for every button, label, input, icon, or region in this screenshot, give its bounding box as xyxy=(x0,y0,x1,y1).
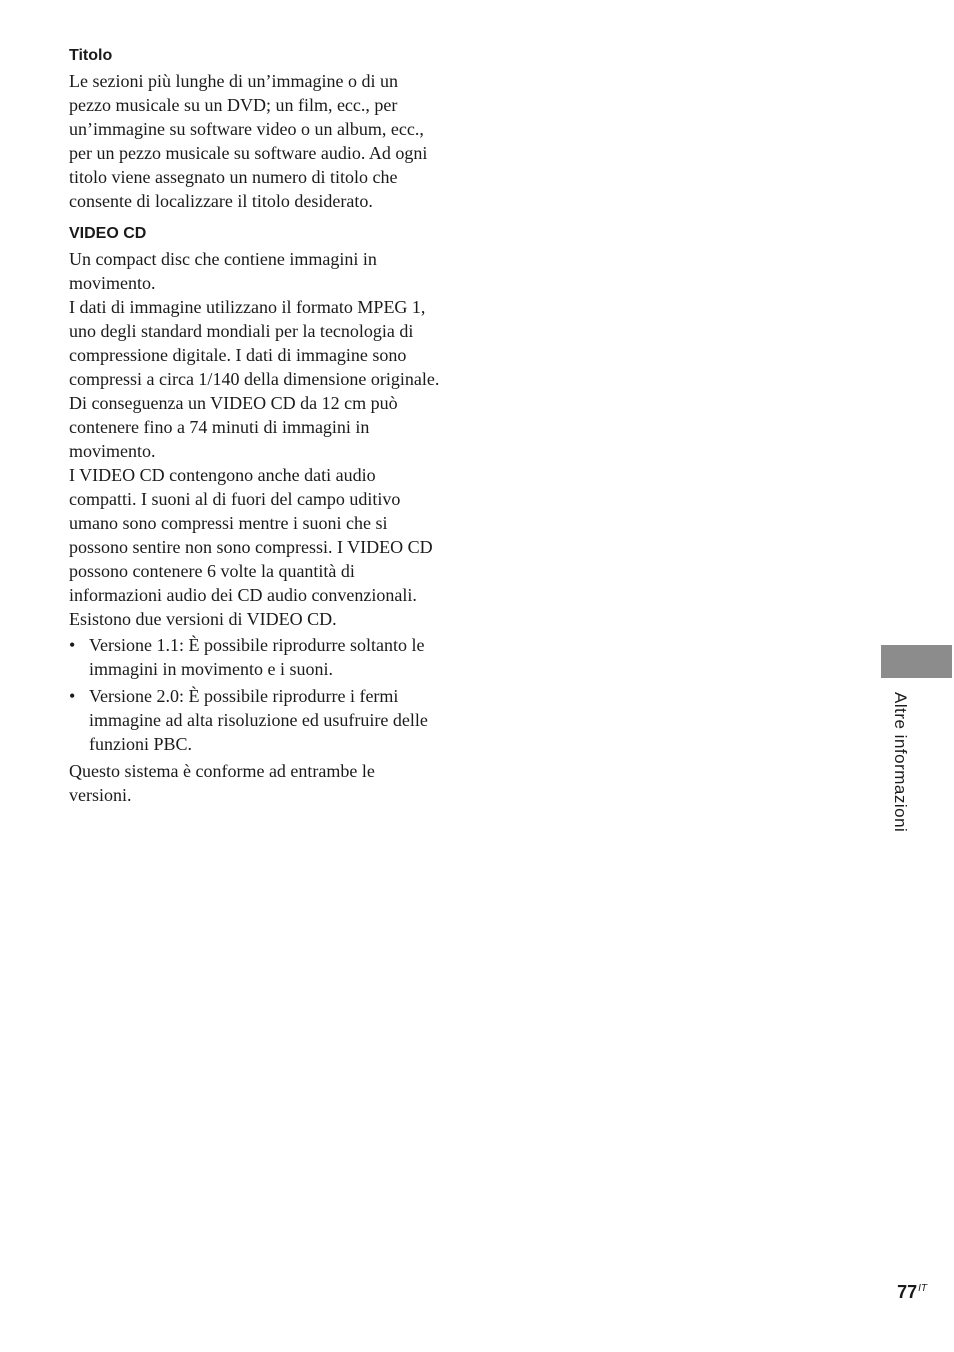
video-cd-mpeg-paragraph: I dati di immagine utilizzano il formato MPEG 1, uno degli standard mondiali per la tecnologia di compressione digitale. I dati di immagine sono compressi a circa 1/140 della dimensione originale. Di conseguenza un VIDEO CD da 12 cm può contenere fino a 74 minuti di immagini in movimento. xyxy=(69,297,440,461)
section-heading-video-cd: VIDEO CD xyxy=(69,225,147,242)
titolo-definition: Le sezioni più lunghe di un’immagine o di un pezzo musicale su un DVD; un film, ecc., per un’immagine su software video o un album, ecc., per un pezzo musicale su software audio. Ad ogni titolo viene assegnato un numero di titolo che consente di localizzare il titolo desiderato. xyxy=(69,71,428,211)
page-language-suffix: IT xyxy=(918,1283,927,1294)
page-number xyxy=(897,1282,927,1303)
video-cd-versions-intro: Esistono due versioni di VIDEO CD. xyxy=(69,609,337,629)
text-column xyxy=(69,44,441,807)
list-item xyxy=(69,633,441,681)
version-2-0-text: Versione 2.0: È possibile riprodurre i fermi immagine ad alta risoluzione ed usufruire delle funzioni PBC. xyxy=(89,686,428,754)
video-cd-audio-paragraph: I VIDEO CD contengono anche dati audio compatti. I suoni al di fuori del campo uditivo umano sono compressi mentre i suoni che si possono sentire non sono compressi. I VIDEO CD possono contenere 6 volte la quantità di informazioni audio dei CD audio convenzionali. xyxy=(69,465,433,605)
section-tab-marker xyxy=(881,645,952,678)
section-tab-label: Altre informazioni xyxy=(891,692,910,833)
bullet-icon: • xyxy=(69,635,76,655)
video-cd-intro: Un compact disc che contiene immagini in movimento. xyxy=(69,249,377,293)
version-1-1-text: Versione 1.1: È possibile riprodurre soltanto le immagini in movimento e i suoni. xyxy=(89,635,425,679)
list-item xyxy=(69,684,441,756)
compatibility-note: Questo sistema è conforme ad entrambe le versioni. xyxy=(69,761,375,805)
bullet-icon: • xyxy=(69,686,76,706)
page-number-value: 77 xyxy=(897,1282,918,1302)
versions-list xyxy=(69,633,441,756)
section-heading-titolo: Titolo xyxy=(69,47,113,64)
